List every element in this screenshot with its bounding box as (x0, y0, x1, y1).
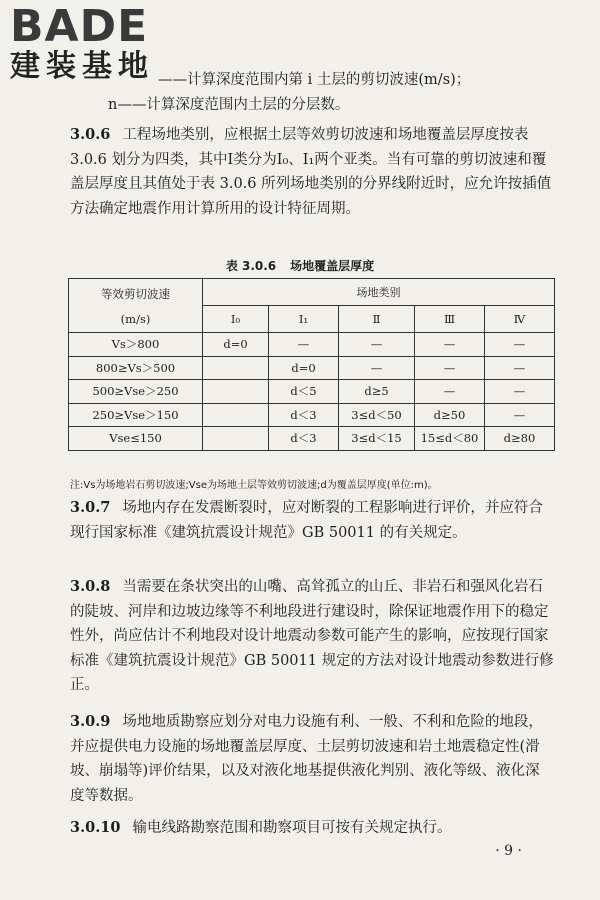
table-cell: 15≤d＜80 (415, 427, 485, 451)
section-text: 场地地质勘察应划分对电力设施有利、一般、不利和危险的地段，并应提供电力设施的场地覆盖层厚度、土层剪切波速和岩土地震稳定性(滑坡、崩塌等)评价结果，以及对液化地基提供液化判别、液化等级、液化深度等数据。 (70, 714, 543, 804)
table-row (69, 333, 555, 357)
section-3-0-9 (70, 710, 554, 808)
section-text: 当需要在条状突出的山嘴、高耸孤立的山丘、非岩石和强风化岩石的陡坡、河岸和边坡边缘等不利地段进行建设时，除保证地震作用下的稳定性外，尚应估计不利地段对设计地震动参数可能产生的影响，应按现行国家标准《建筑抗震设计规范》GB 50011 规定的方法对设计地震动参数进行修正。 (70, 579, 554, 693)
variable-definition-line: n——计算深度范围内土层的分层数。 (108, 97, 350, 113)
table-cell: — (485, 380, 555, 404)
logo-main-text: BADE (10, 1, 149, 52)
table-label: 表 3.0.6 (225, 259, 277, 273)
table-cell: d≥5 (339, 380, 415, 404)
logo-sub-text: 建装基地 (10, 49, 154, 84)
site-cover-thickness-table (68, 278, 555, 451)
category-header: Ⅳ (485, 306, 555, 333)
table-cell (203, 427, 269, 451)
section-text: 场地内存在发震断裂时，应对断裂的工程影响进行评价，并应符合现行国家标准《建筑抗震设计规范》GB 50011 的有关规定。 (70, 500, 543, 541)
table-cell: — (339, 333, 415, 357)
table-cell: d＜3 (269, 427, 339, 451)
table-cell: — (415, 333, 485, 357)
table-cell (203, 403, 269, 427)
category-header: Ⅰ₁ (269, 306, 339, 333)
page-number: · 9 · (495, 843, 522, 859)
table-cell: — (415, 356, 485, 380)
row-header-unit: (m/s) (120, 311, 151, 326)
section-number: 3.0.8 (70, 578, 111, 595)
table-cell: 3≤d＜50 (339, 403, 415, 427)
section-number: 3.0.6 (70, 126, 111, 143)
shear-wave-velocity-cell: 250≥Vse＞150 (69, 403, 203, 427)
shear-wave-velocity-cell: Vse≤150 (69, 427, 203, 451)
table-cell: 3≤d＜15 (339, 427, 415, 451)
table-cell: — (269, 333, 339, 357)
logo (10, 1, 180, 90)
row-header-cell (69, 279, 203, 333)
category-title: 场地类别 (203, 279, 555, 306)
table-title: 场地覆盖层厚度 (290, 259, 375, 273)
section-3-0-10 (70, 816, 554, 841)
table-cell: — (485, 356, 555, 380)
shear-wave-velocity-cell: 500≥Vse＞250 (69, 380, 203, 404)
table-row (69, 403, 555, 427)
table-cell (203, 356, 269, 380)
row-header: 等效剪切波速 (101, 286, 170, 301)
table-cell: — (415, 380, 485, 404)
table-cell: — (485, 403, 555, 427)
table-cell: — (485, 333, 555, 357)
section-number: 3.0.10 (70, 819, 121, 836)
section-3-0-8 (70, 575, 554, 698)
table-cell: d＜3 (269, 403, 339, 427)
table-note: 注:Vs为场地岩石剪切波速;Vse为场地土层等效剪切波速;d为覆盖层厚度(单位:m)。 (70, 480, 438, 491)
category-header: Ⅲ (415, 306, 485, 333)
table-cell: d≥50 (415, 403, 485, 427)
category-header: Ⅰ₀ (203, 306, 269, 333)
section-number: 3.0.7 (70, 499, 111, 516)
section-number: 3.0.9 (70, 713, 111, 730)
table-cell: — (339, 356, 415, 380)
section-3-0-7 (70, 496, 554, 545)
table-row (69, 427, 555, 451)
table-cell: d=0 (203, 333, 269, 357)
table-caption (0, 257, 600, 274)
section-text: 工程场地类别，应根据土层等效剪切波速和场地覆盖层厚度按表 3.0.6 划分为四类，其中Ⅰ类分为Ⅰ₀、Ⅰ₁两个亚类。当有可靠的剪切波速和覆盖层厚度且其值处于表 3.0.6 所列场地类别的分界线附近时，应允许按插值方法确定地震作用计算所用的设计特征周期。 (70, 127, 552, 217)
table-row (69, 380, 555, 404)
table-cell: d=0 (269, 356, 339, 380)
table-cell (203, 380, 269, 404)
category-header: Ⅱ (339, 306, 415, 333)
table-row (69, 356, 555, 380)
section-3-0-6 (70, 123, 554, 221)
shear-wave-velocity-cell: Vs＞800 (69, 333, 203, 357)
table-cell: d≥80 (485, 427, 555, 451)
section-text: 输电线路勘察范围和勘察项目可按有关规定执行。 (132, 820, 452, 836)
shear-wave-velocity-cell: 800≥Vs＞500 (69, 356, 203, 380)
variable-definition-line: ——计算深度范围内第 i 土层的剪切波速(m/s)； (158, 72, 471, 88)
table-cell: d＜5 (269, 380, 339, 404)
